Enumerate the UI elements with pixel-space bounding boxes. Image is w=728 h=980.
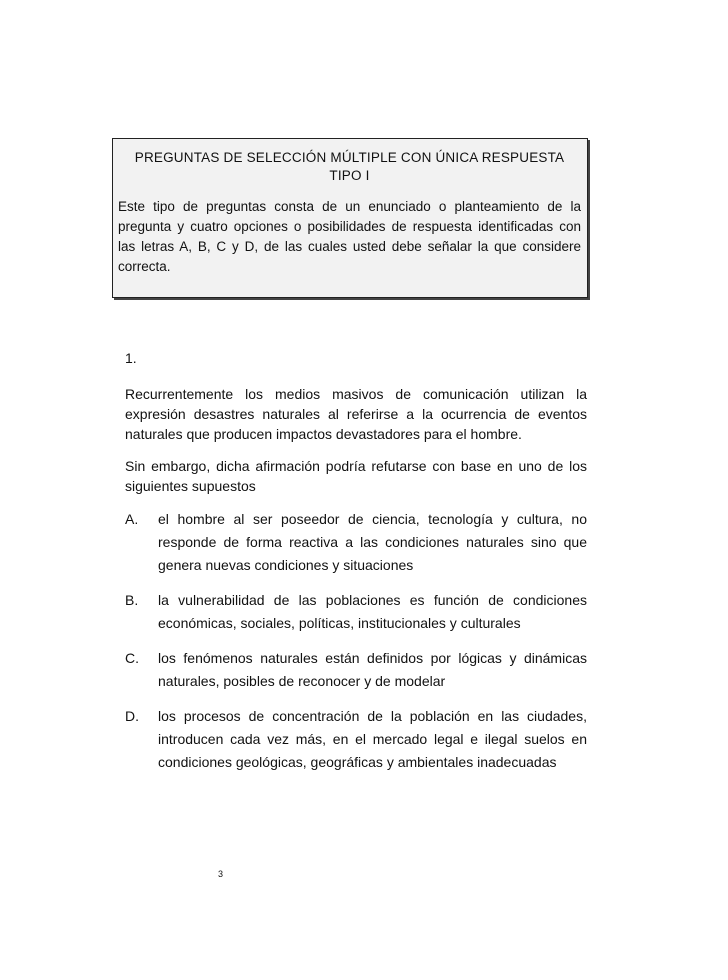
option-letter: A.	[125, 511, 139, 527]
instruction-heading-line1: PREGUNTAS DE SELECCIÓN MÚLTIPLE CON ÚNICA RESPUESTA	[134, 150, 565, 165]
question-block	[125, 348, 587, 786]
option-text: los procesos de concentración de la población en las ciudades, introducen cada vez más, en el mercado legal e ilegal suelos en condiciones geológicas, geográficas y ambientales inadecuadas	[158, 708, 587, 770]
option-text: los fenómenos naturales están definidos por lógicas y dinámicas naturales, posibles de reconocer y de modelar	[158, 650, 587, 689]
instruction-heading-line2: TIPO I	[329, 168, 370, 183]
question-statement: Recurrentemente los medios masivos de comunicación utilizan la expresión desastres naturales al referirse a la ocurrencia de eventos naturales que producen impactos devastadores para el hombre.	[125, 386, 587, 442]
option-letter: B.	[125, 592, 139, 608]
option-text: la vulnerabilidad de las poblaciones es función de condiciones económicas, sociales, políticas, institucionales y culturales	[158, 592, 587, 631]
option-text: el hombre al ser poseedor de ciencia, tecnología y cultura, no responde de forma reactiva a las condiciones naturales sino que genera nuevas condiciones y situaciones	[158, 511, 587, 573]
instruction-heading	[118, 149, 581, 185]
question-number: 1.	[125, 350, 137, 366]
page-number: 3	[218, 869, 224, 879]
question-prompt: Sin embargo, dicha afirmación podría refutarse con base en uno de los siguientes supuestos	[125, 458, 587, 494]
option-b[interactable]	[125, 589, 587, 635]
option-d[interactable]	[125, 705, 587, 774]
option-letter: D.	[125, 708, 139, 724]
instruction-box	[112, 138, 588, 298]
option-letter: C.	[125, 650, 139, 666]
instruction-text: Este tipo de preguntas consta de un enunciado o planteamiento de la pregunta y cuatro opciones o posibilidades de respuesta identificadas con las letras A, B, C y D, de las cuales usted debe señalar la que considere correcta.	[118, 199, 581, 274]
option-a[interactable]	[125, 508, 587, 577]
option-c[interactable]	[125, 647, 587, 693]
